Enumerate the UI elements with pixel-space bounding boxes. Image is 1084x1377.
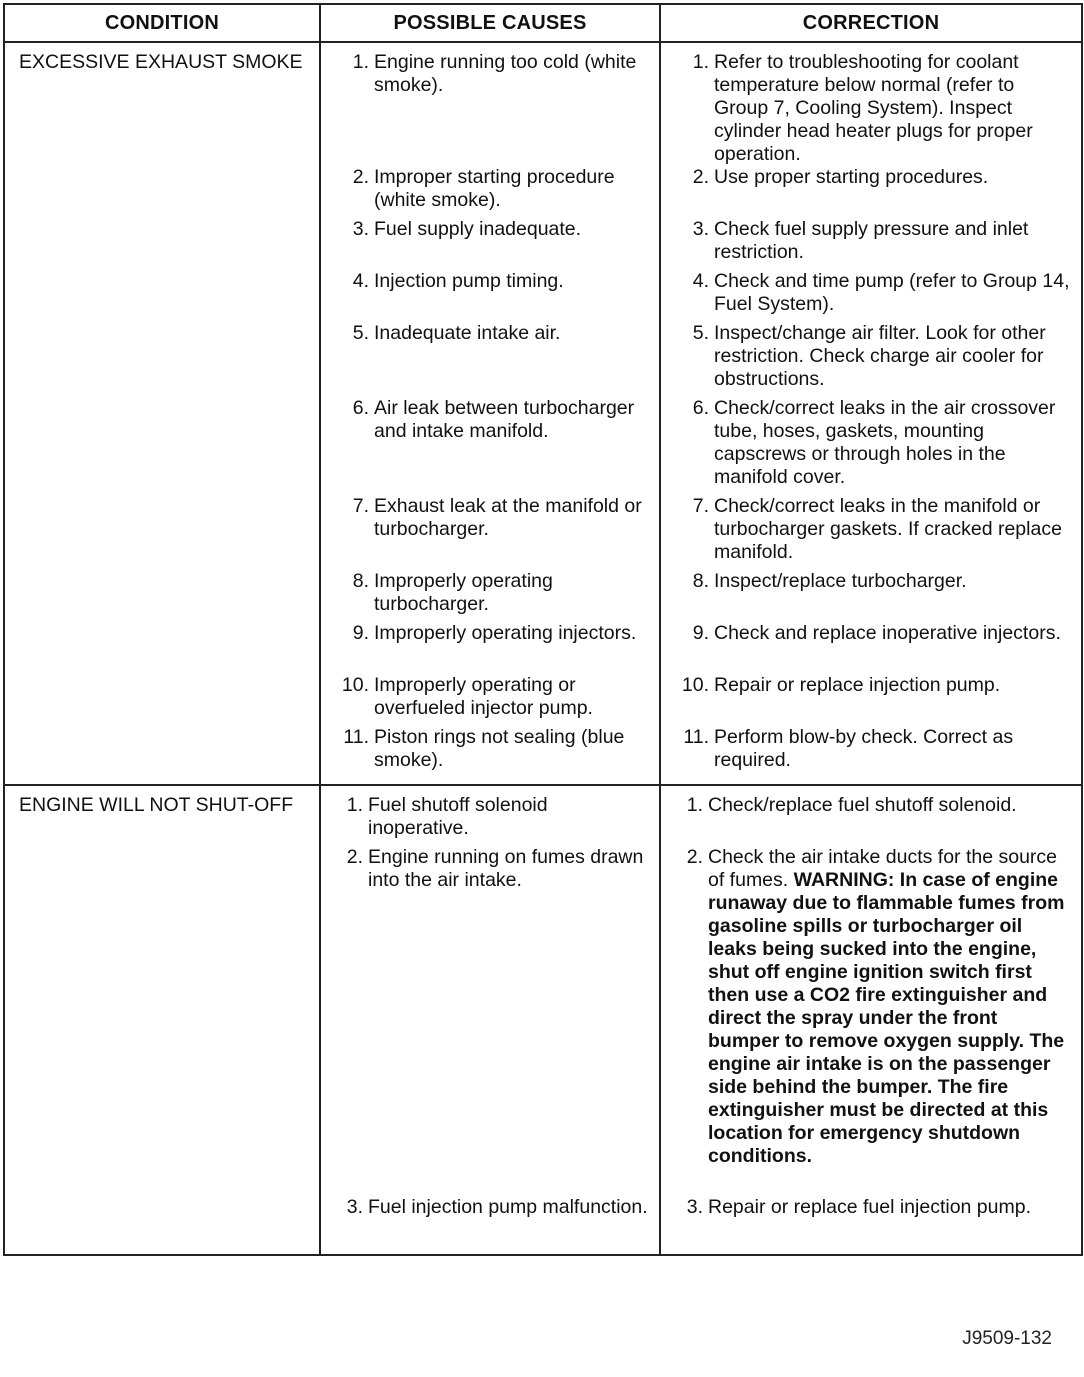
correction-cell: [660, 42, 1082, 785]
list-item: 11. Perform blow-by check. Correct as required.: [661, 726, 1081, 772]
header-possible-causes: POSSIBLE CAUSES: [320, 4, 660, 42]
list-item: 6. Air leak between turbocharger and intake manifold.: [321, 397, 659, 495]
header-correction: CORRECTION: [660, 4, 1082, 42]
correction-text: Inspect/change air filter. Look for other restriction. Check charge air cooler for obstructions.: [714, 322, 1046, 390]
list-item: 11. Piston rings not sealing (blue smoke).: [321, 726, 659, 772]
condition-cell: EXCESSIVE EXHAUST SMOKE: [4, 42, 320, 785]
correction-text: Check and replace inoperative injectors.: [714, 622, 1061, 644]
condition-cell: ENGINE WILL NOT SHUT-OFF: [4, 785, 320, 1255]
cause-text: Exhaust leak at the manifold or turbocharger.: [374, 495, 642, 540]
correction-text: Check and time pump (refer to Group 14, Fuel System).: [714, 270, 1070, 315]
cause-text: Improperly operating injectors.: [374, 622, 637, 644]
correction-text: Refer to troubleshooting for coolant temperature below normal (refer to Group 7, Cooling System). Inspect cylinder head heater plugs for proper operation.: [714, 51, 1033, 165]
list-item: 10. Improperly operating or overfueled injector pump.: [321, 674, 659, 726]
causes-cell: [320, 785, 660, 1255]
table-header-row: [4, 4, 1082, 42]
list-item: 3. Fuel supply inadequate.: [321, 218, 659, 270]
list-item: 2. Improper starting procedure (white smoke).: [321, 166, 659, 218]
list-item: 5. Inspect/change air filter. Look for other restriction. Check charge air cooler for obstructions.: [661, 322, 1081, 397]
list-item: 2. Use proper starting procedures.: [661, 166, 1081, 218]
correction-text: Repair or replace fuel injection pump.: [708, 1196, 1032, 1218]
cause-text: Fuel supply inadequate.: [374, 218, 582, 240]
list-item: 7. Check/correct leaks in the manifold or turbocharger gaskets. If cracked replace manifold.: [661, 495, 1081, 570]
list-item: 1. Fuel shutoff solenoid inoperative.: [321, 794, 659, 846]
cause-text: Injection pump timing.: [374, 270, 564, 292]
cause-text: Improper starting procedure (white smoke).: [374, 166, 615, 211]
list-item: 4. Injection pump timing.: [321, 270, 659, 322]
cause-text: Air leak between turbocharger and intake manifold.: [374, 397, 635, 442]
cause-text: Fuel injection pump malfunction.: [368, 1196, 648, 1218]
header-condition: CONDITION: [4, 4, 320, 42]
correction-text: Check/replace fuel shutoff solenoid.: [708, 794, 1017, 816]
cause-text: Piston rings not sealing (blue smoke).: [374, 726, 625, 771]
correction-cell: [660, 785, 1082, 1255]
list-item: 8. Inspect/replace turbocharger.: [661, 570, 1081, 622]
correction-text: Check/correct leaks in the air crossover tube, hoses, gaskets, mounting capscrews or through holes in the manifold cover.: [714, 397, 1056, 488]
troubleshooting-table: [3, 3, 1083, 1256]
list-item: 1. Check/replace fuel shutoff solenoid.: [661, 794, 1081, 846]
list-item: 2. Engine running on fumes drawn into the air intake.: [321, 846, 659, 1196]
table-row: [4, 42, 1082, 785]
list-item: 1. Refer to troubleshooting for coolant temperature below normal (refer to Group 7, Cooling System). Inspect cylinder head heater plugs for proper operation.: [661, 51, 1081, 166]
list-item: 9. Improperly operating injectors.: [321, 622, 659, 674]
list-item: 5. Inadequate intake air.: [321, 322, 659, 397]
correction-text: Check the air intake ducts for the source of fumes.: [708, 846, 1058, 891]
warning-text: WARNING: In case of engine runaway due to flammable fumes from gasoline spills or turbocharger oil leaks being sucked into the engine, shut off engine ignition switch first then use a CO2 fire extinguisher and direct the spray under the front bumper to remove oxygen supply. The engine air intake is on the passenger side behind the bumper. The fire extinguisher must be directed at this location for emergency shutdown conditions.: [708, 869, 1065, 1167]
correction-text: Check/correct leaks in the manifold or turbocharger gaskets. If cracked replace manifold.: [714, 495, 1062, 563]
list-item: 2. Check the air intake ducts for the source of fumes. WARNING: In case of engine runaway due to flammable fumes from gasoline spills or turbocharger oil leaks being sucked into the engine, shut off engine ignition switch first then use a CO2 fire extinguisher and direct the spray under the front bumper to remove oxygen supply. The engine air intake is on the passenger side behind the bumper. The fire extinguisher must be directed at this location for emergency shutdown conditions.: [686, 846, 1065, 1167]
list-item: 3. Check fuel supply pressure and inlet restriction.: [661, 218, 1081, 270]
list-item: 7. Exhaust leak at the manifold or turbocharger.: [321, 495, 659, 570]
list-item: 3. Repair or replace fuel injection pump.: [661, 1196, 1081, 1242]
correction-text: Check fuel supply pressure and inlet restriction.: [714, 218, 1029, 263]
figure-id: J9509-132: [962, 1328, 1052, 1349]
correction-text: Repair or replace injection pump.: [714, 674, 1001, 696]
list-item: 8. Improperly operating turbocharger.: [321, 570, 659, 622]
correction-text: Inspect/replace turbocharger.: [714, 570, 967, 592]
table-row: [4, 785, 1082, 1255]
cause-text: Engine running too cold (white smoke).: [374, 51, 637, 96]
list-item: 4. Check and time pump (refer to Group 14, Fuel System).: [661, 270, 1081, 322]
cause-text: Inadequate intake air.: [374, 322, 561, 344]
cause-text: Improperly operating turbocharger.: [374, 570, 553, 615]
list-item: 1. Engine running too cold (white smoke).: [321, 51, 659, 166]
list-item: 3. Fuel injection pump malfunction.: [321, 1196, 659, 1242]
list-item: 10. Repair or replace injection pump.: [661, 674, 1081, 726]
list-item: 9. Check and replace inoperative injectors.: [661, 622, 1081, 674]
causes-cell: [320, 42, 660, 785]
cause-text: Fuel shutoff solenoid inoperative.: [368, 794, 548, 839]
correction-text: Perform blow-by check. Correct as required.: [714, 726, 1014, 771]
correction-text: Use proper starting procedures.: [714, 166, 989, 188]
cause-text: Improperly operating or overfueled injector pump.: [374, 674, 593, 719]
cause-text: Engine running on fumes drawn into the air intake.: [368, 846, 644, 891]
list-item: 6. Check/correct leaks in the air crossover tube, hoses, gaskets, mounting capscrews or through holes in the manifold cover.: [661, 397, 1081, 495]
